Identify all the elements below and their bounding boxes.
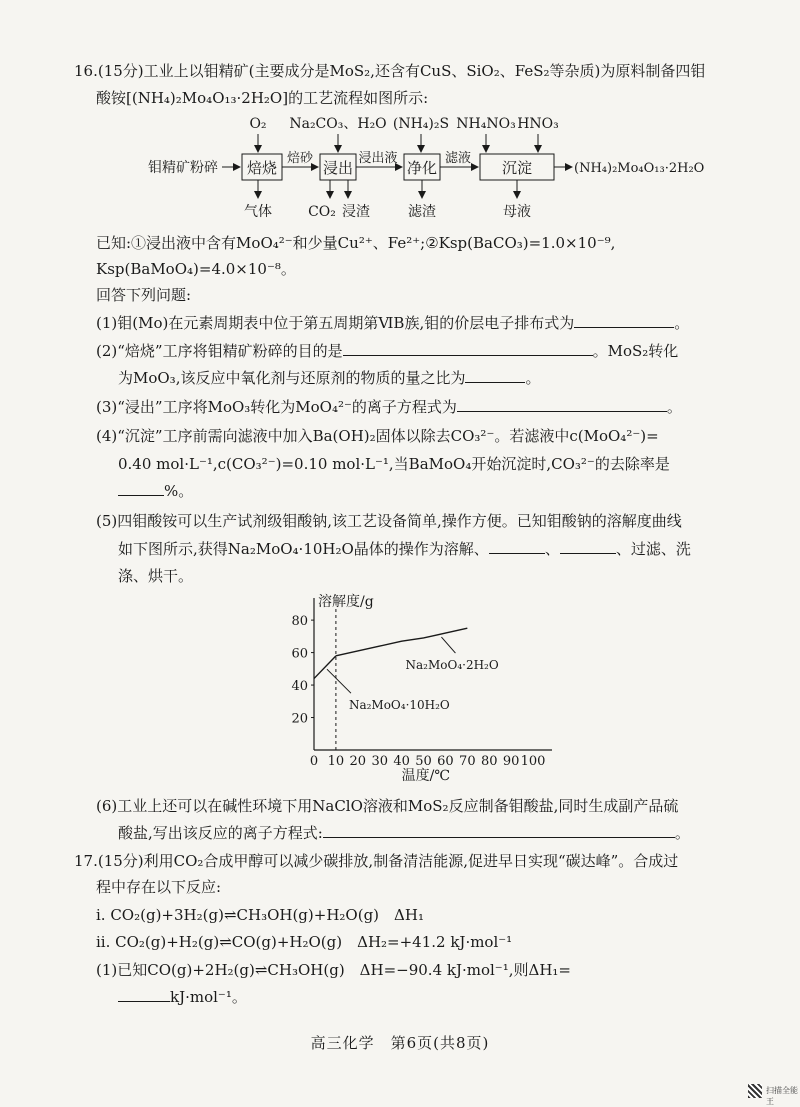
x-axis-label: 温度/℃: [401, 768, 451, 782]
q16-part5-line2: [118, 538, 691, 560]
q16-part3-text: (3)“浸出”工序将MoO₃转化为MoO₄²⁻的离子方程式为: [96, 398, 457, 416]
answer-blank[interactable]: [118, 480, 164, 496]
q16-part5-line1: (5)四钼酸铵可以生产试剂级钼酸钠,该工艺设备简单,操作方便。已知钼酸钠的溶解度曲线: [96, 512, 682, 530]
y-tick-label: 40: [291, 679, 308, 695]
q17-intro-line1: 17.(15分)利用CO₂合成甲醇可以减少碳排放,制备清洁能源,促进早日实现“碳达峰”。合成过: [74, 852, 679, 870]
box-leach-label: 浸出: [322, 159, 354, 177]
label-calcine: 焙砂: [286, 151, 314, 166]
qr-code-icon: [748, 1084, 762, 1098]
reagent-nh4no3: NH₄NO₃: [456, 116, 516, 132]
output-gas: 气体: [244, 204, 272, 220]
label-leachate: 浸出液: [358, 151, 398, 166]
x-tick-label: 80: [480, 754, 498, 769]
y-tick-label: 60: [291, 646, 308, 662]
q17-intro-line2: 程中存在以下反应:: [96, 878, 222, 896]
q16-part1: [96, 312, 689, 334]
page-footer: 高三化学 第6页(共8页): [310, 1034, 490, 1052]
q16-part4-line1: (4)“沉淀”工序前需向滤液中加入Ba(OH)₂固体以除去CO₃²⁻。若滤液中c(MoO₄²⁻)=: [96, 427, 659, 445]
q17-part1-line2: [118, 986, 247, 1008]
answer-blank[interactable]: [574, 312, 674, 328]
q16-part3: [96, 396, 682, 418]
answer-blank[interactable]: [118, 986, 170, 1002]
reagent-hno3: HNO₃: [517, 116, 559, 132]
x-tick-label: 10: [327, 754, 345, 769]
x-tick-label: 60: [437, 754, 454, 769]
box-purify-label: 净化: [406, 159, 438, 177]
y-tick-label: 80: [291, 614, 308, 630]
period: 。: [525, 369, 541, 387]
q16-known-line1: 已知:①浸出液中含有MoO₄²⁻和少量Cu²⁺、Fe²⁺;②Ksp(BaCO₃)=1.0×10⁻⁹,: [96, 234, 616, 252]
q17-part1-tail: kJ·mol⁻¹。: [170, 988, 247, 1006]
q16-intro-line2: 酸铵[(NH₄)₂Mo₄O₁₃·2H₂O]的工艺流程如图所示:: [96, 89, 429, 107]
answer-blank[interactable]: [465, 367, 525, 383]
x-tick-label: 100: [520, 754, 546, 769]
reagent-o2: O₂: [249, 116, 267, 132]
q16-part5-line3: 涤、烘干。: [118, 567, 194, 585]
x-tick-label: 90: [502, 754, 520, 769]
q16-part5-tail: 、过滤、洗: [615, 540, 691, 558]
x-tick-label: 40: [393, 754, 410, 769]
y-tick-label: 20: [291, 711, 308, 727]
product-label: (NH₄)₂Mo₄O₁₃·2H₂O: [574, 161, 705, 176]
output-co2: CO₂: [308, 204, 336, 220]
output-filter-residue: 滤渣: [408, 204, 436, 220]
box-roast-label: 焙烧: [246, 159, 278, 177]
reagent-na2co3-h2o: Na₂CO₃、H₂O: [289, 116, 387, 132]
x-tick-label: 70: [459, 754, 476, 769]
label-filtrate: 滤液: [444, 151, 472, 166]
q17-part1-line1: (1)已知CO(g)+2H₂(g)⇌CH₃OH(g) ΔH=−90.4 kJ·mol⁻¹,则ΔH₁=: [96, 961, 571, 979]
period: 。: [674, 824, 690, 842]
answer-blank[interactable]: [489, 538, 545, 554]
q16-part5-text: 如下图所示,获得Na₂MoO₄·10H₂O晶体的操作为溶解、: [118, 540, 489, 558]
y-axis-label: 溶解度/g: [318, 594, 374, 610]
q16-part4-tail: %。: [164, 482, 194, 500]
x-tick-label: 50: [415, 754, 432, 769]
answer-blank[interactable]: [343, 340, 593, 356]
q16-part4-line3: [118, 480, 193, 502]
q16-answer-prompt: 回答下列问题:: [96, 286, 192, 304]
q16-part2-text: (2)“焙烧”工序将钼精矿粉碎的目的是: [96, 342, 343, 360]
annotation-arrow: [327, 669, 351, 693]
x-tick-label: 20: [349, 754, 367, 769]
q16-part1-text: (1)钼(Mo)在元素周期表中位于第五周期第ⅥB族,钼的价层电子排布式为: [96, 314, 575, 332]
q16-part2-cont: 为MoO₃,该反应中氧化剂与还原剂的物质的量之比为: [118, 369, 466, 387]
q16-part2-line1: [96, 340, 678, 362]
scanner-watermark: 扫描全能王: [766, 1086, 798, 1106]
answer-blank[interactable]: [323, 822, 675, 838]
series-line-1: [336, 628, 467, 656]
annotation-arrow: [441, 637, 455, 653]
q16-part6-line2: [118, 822, 690, 844]
output-leach-residue: 浸渣: [342, 204, 370, 220]
q16-known-line2: Ksp(BaMoO₄)=4.0×10⁻⁸。: [96, 260, 296, 278]
answer-blank[interactable]: [457, 396, 667, 412]
q16-part2-line2: [118, 367, 541, 389]
separator: 、: [544, 540, 560, 558]
period: 。: [666, 398, 682, 416]
process-flow-diagram: [140, 112, 740, 224]
start-ore-label: 钼精矿粉碎: [148, 160, 218, 176]
period: 。: [674, 314, 690, 332]
q16-part6-line1: (6)工业上还可以在碱性环境下用NaClO溶液和MoS₂反应制备钼酸盐,同时生成副产品硫: [96, 797, 679, 815]
series-label-2h2o: Na₂MoO₄·2H₂O: [405, 658, 499, 673]
answer-blank[interactable]: [560, 538, 616, 554]
x-tick-label: 0: [309, 754, 319, 769]
solubility-chart: [270, 586, 570, 782]
series-label-10h2o: Na₂MoO₄·10H₂O: [348, 698, 450, 713]
q16-part2-tail: 。MoS₂转化: [592, 342, 679, 360]
q17-reaction-1: i. CO₂(g)+3H₂(g)⇌CH₃OH(g)+H₂O(g) ΔH₁: [96, 906, 424, 924]
reagent-nh4-2s: (NH₄)₂S: [392, 116, 450, 132]
q16-part4-line2: 0.40 mol·L⁻¹,c(CO₃²⁻)=0.10 mol·L⁻¹,当BaMoO₄开始沉淀时,CO₃²⁻的去除率是: [118, 455, 670, 473]
q16-part6-text: 酸盐,写出该反应的离子方程式:: [118, 824, 323, 842]
x-tick-label: 30: [371, 754, 388, 769]
box-precipitate-label: 沉淀: [501, 159, 533, 177]
q16-intro-line1: 16.(15分)工业上以钼精矿(主要成分是MoS₂,还含有CuS、SiO₂、FeS₂等杂质)为原料制备四钼: [74, 62, 706, 80]
q17-reaction-2: ii. CO₂(g)+H₂(g)⇌CO(g)+H₂O(g) ΔH₂=+41.2 kJ·mol⁻¹: [96, 933, 513, 951]
output-mother-liquor: 母液: [503, 204, 531, 220]
